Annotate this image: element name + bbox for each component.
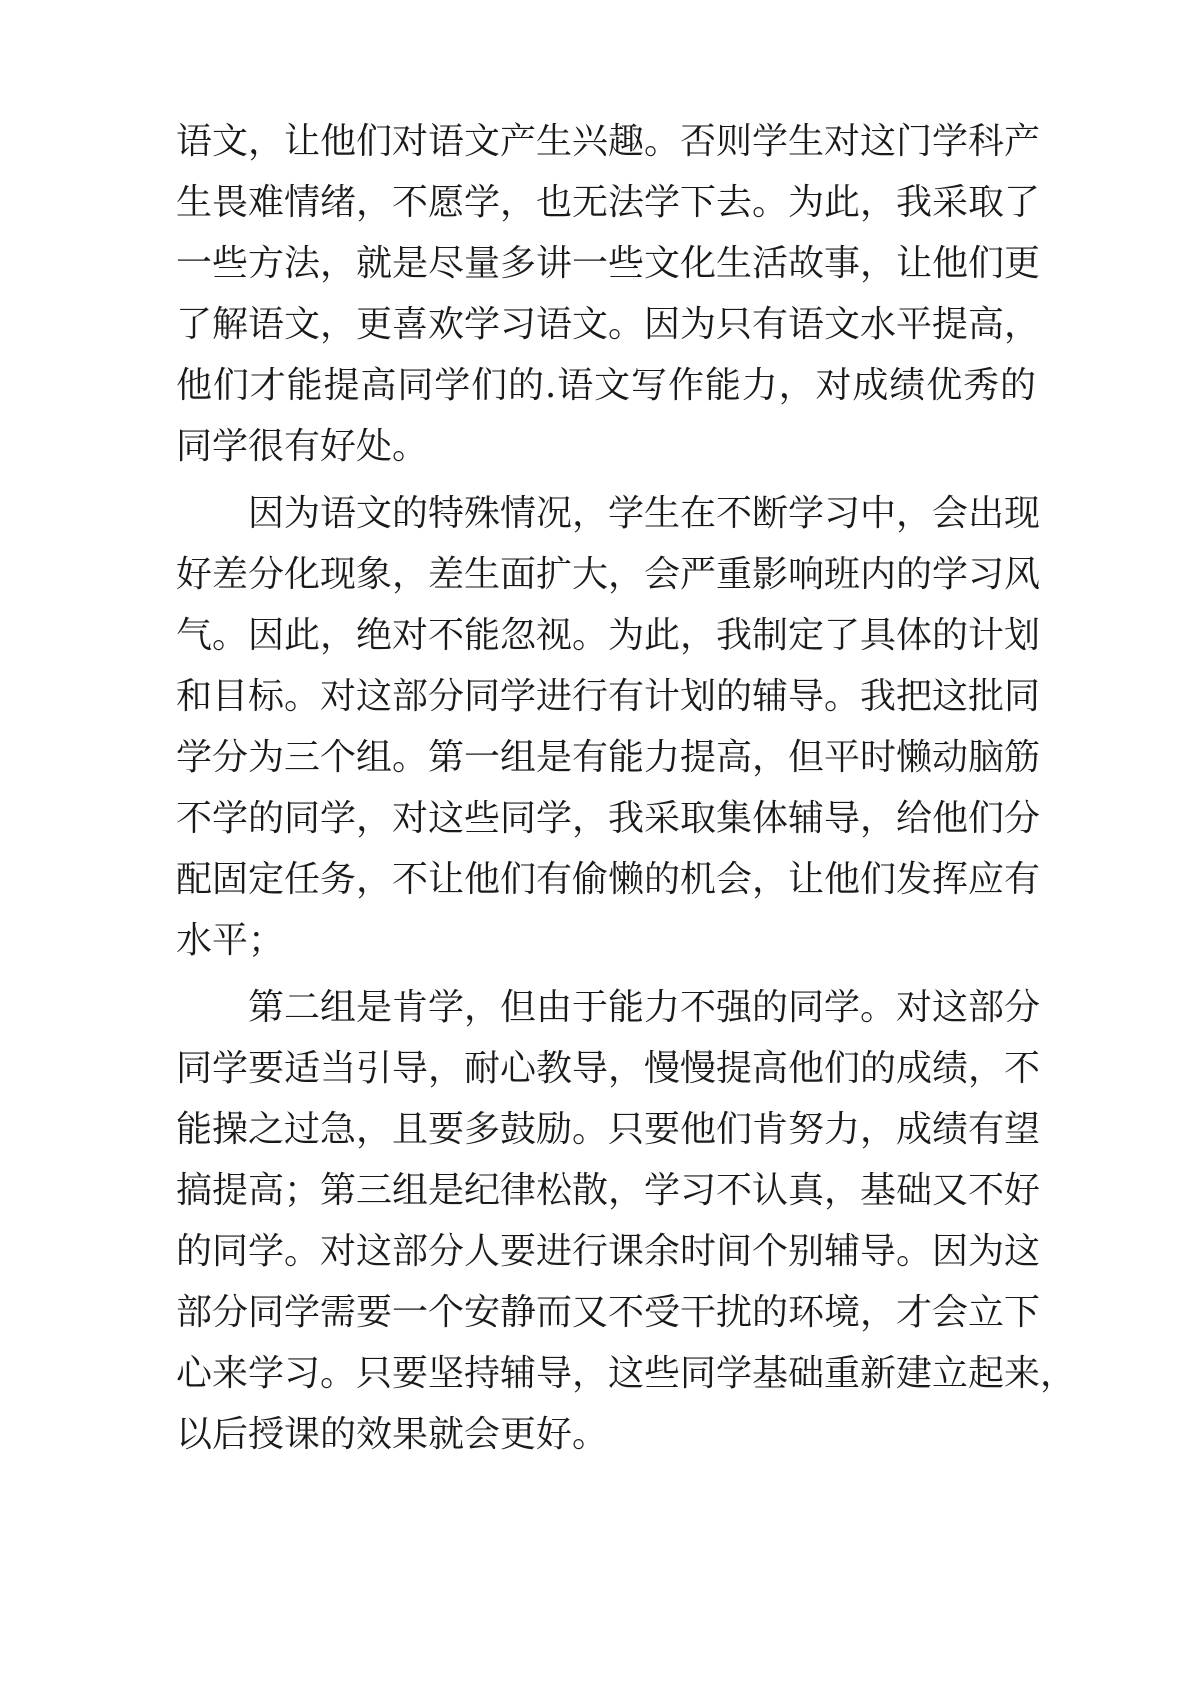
paragraph-3-line-8: 以后授课的效果就会更好。 xyxy=(176,1414,609,1455)
paragraph-2-line-8: 水平； xyxy=(176,920,285,961)
paragraph-2-line-4: 和目标。对这部分同学进行有计划的辅导。我把这批同 xyxy=(176,676,1041,717)
paragraph-2-line-7: 配固定任务，不让他们有偷懒的机会，让他们发挥应有 xyxy=(176,859,1041,900)
paragraph-1-line-2: 生畏难情绪，不愿学，也无法学下去。为此，我采取了 xyxy=(176,182,1041,223)
paragraph-3-line-6: 部分同学需要一个安静而又不受干扰的环境，才会立下 xyxy=(176,1292,1041,1333)
paragraph-1-line-5: 他们才能提高同学们的.语文写作能力，对成绩优秀的 xyxy=(176,365,1036,406)
paragraph-3-line-5: 的同学。对这部分人要进行课余时间个别辅导。因为这 xyxy=(176,1231,1041,1272)
paragraph-1-line-6: 同学很有好处。 xyxy=(176,426,429,467)
paragraph-1-line-3: 一些方法，就是尽量多讲一些文化生活故事，让他们更 xyxy=(176,243,1041,284)
paragraph-2-line-2: 好差分化现象，差生面扩大，会严重影响班内的学习风 xyxy=(176,554,1041,595)
paragraph-3-line-1: 第二组是肯学，但由于能力不强的同学。对这部分 xyxy=(248,987,1041,1028)
paragraph-2-line-1: 因为语文的特殊情况，学生在不断学习中，会出现 xyxy=(248,493,1041,534)
paragraph-2-line-6: 不学的同学，对这些同学，我采取集体辅导，给他们分 xyxy=(176,798,1041,839)
paragraph-1-line-4: 了解语文，更喜欢学习语文。因为只有语文水平提高， xyxy=(176,304,1041,345)
paragraph-3-line-4: 搞提高；第三组是纪律松散，学习不认真，基础又不好 xyxy=(176,1170,1041,1211)
paragraph-3-line-3: 能操之过急，且要多鼓励。只要他们肯努力，成绩有望 xyxy=(176,1109,1041,1150)
paragraph-2-line-5: 学分为三个组。第一组是有能力提高，但平时懒动脑筋 xyxy=(176,737,1041,778)
paragraph-2-line-3: 气。因此，绝对不能忽视。为此，我制定了具体的计划 xyxy=(176,615,1041,656)
paragraph-3-line-2: 同学要适当引导，耐心教导，慢慢提高他们的成绩，不 xyxy=(176,1048,1041,1089)
paragraph-1-line-1: 语文，让他们对语文产生兴趣。否则学生对这门学科产 xyxy=(176,121,1041,162)
paragraph-3-line-7: 心来学习。只要坚持辅导，这些同学基础重新建立起来， xyxy=(176,1353,1077,1394)
